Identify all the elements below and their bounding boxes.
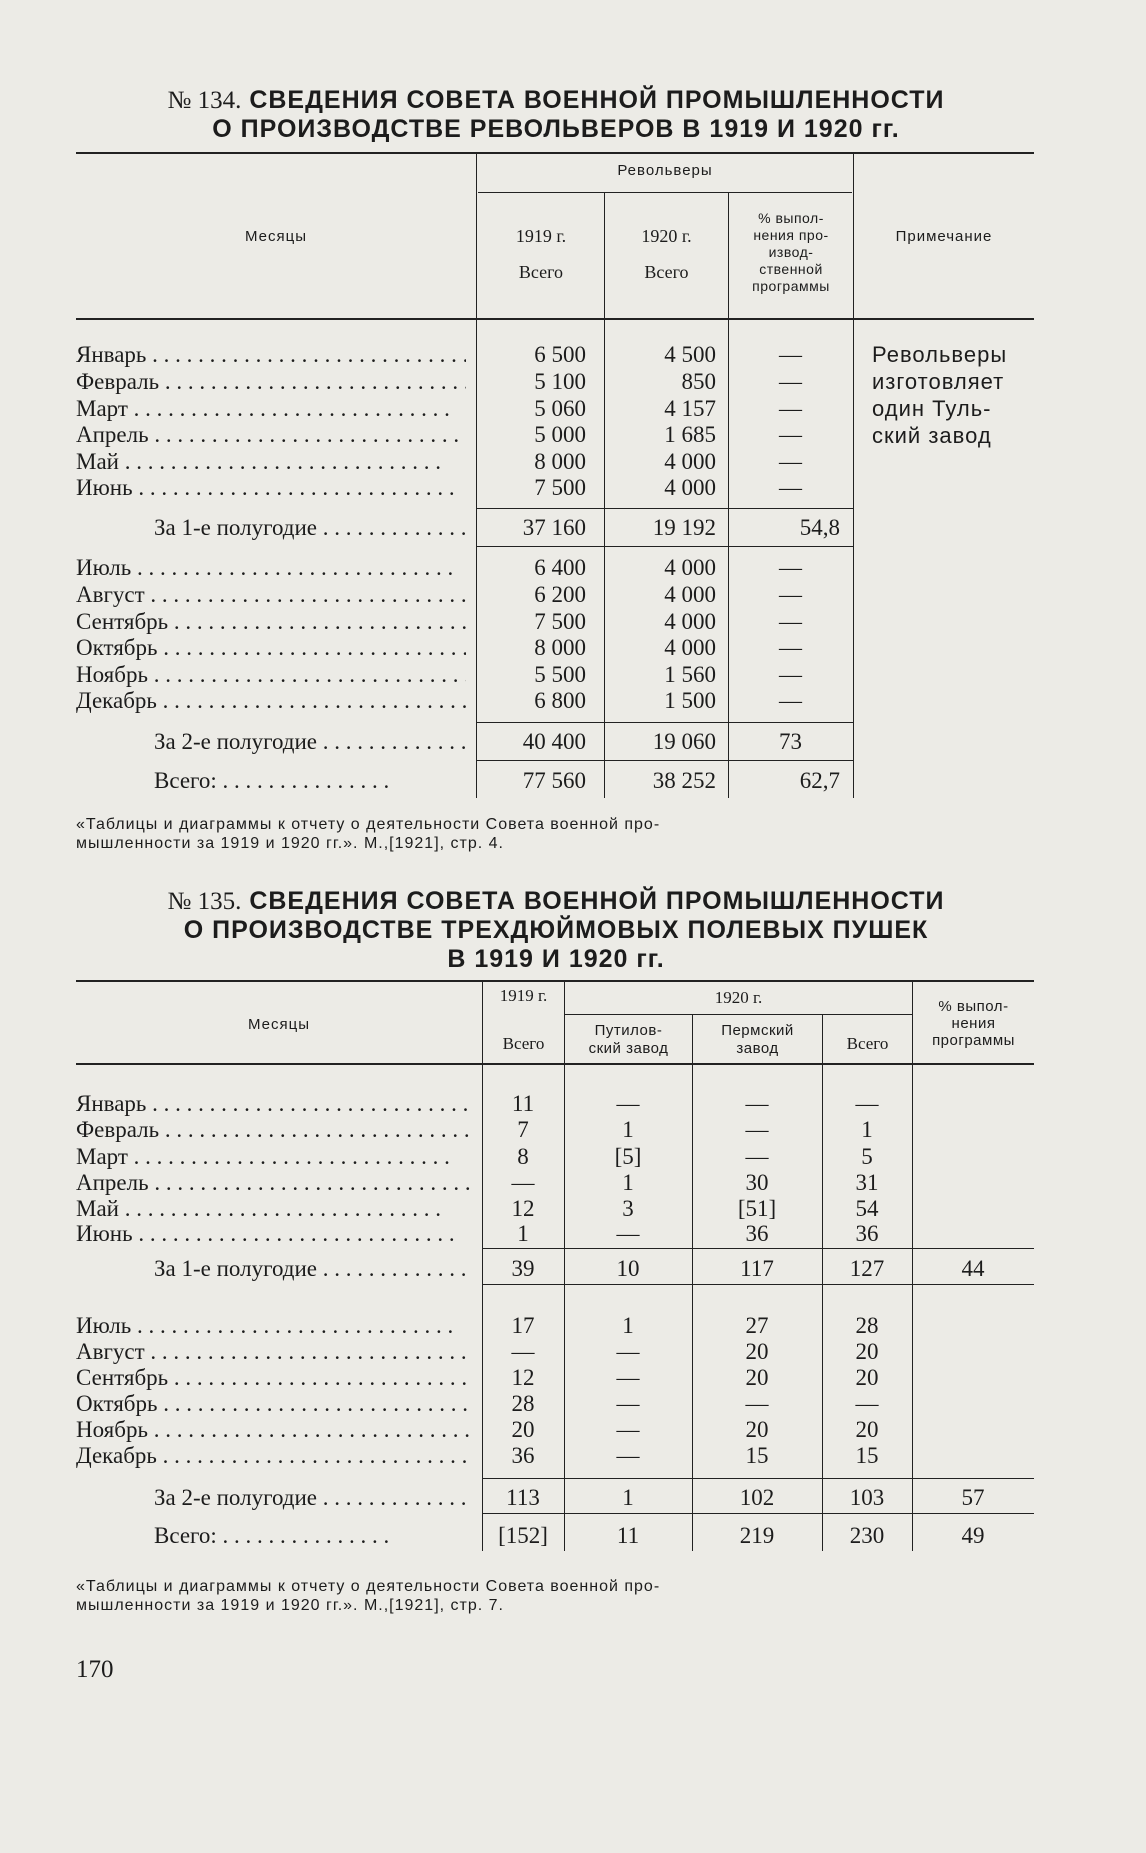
total-total: 230	[849, 1523, 885, 1548]
subtotal-pct: 57	[961, 1485, 985, 1510]
row-putilov: —	[616, 1091, 640, 1116]
subtotal-label: За 1-е полугодие . . .	[154, 514, 466, 542]
doc134-header-1920: 1920 г.	[641, 226, 692, 246]
row-putilov: —	[616, 1365, 640, 1390]
doc134-header-1919-sub: Всего	[518, 262, 564, 282]
doc135-title-line1: СВЕДЕНИЯ СОВЕТА ВОЕННОЙ ПРОМЫШЛЕННОСТИ	[249, 887, 945, 915]
doc135-header-pct-3: программы	[932, 1032, 1015, 1049]
doc135-header-1920: 1920 г.	[714, 988, 763, 1007]
subtotal-1919: 37 160	[522, 515, 586, 540]
row-1919: —	[511, 1170, 535, 1195]
row-total: 20	[855, 1365, 879, 1390]
doc135-header-1919-sub: Всего	[502, 1034, 545, 1053]
row-1919: 6 800	[534, 688, 586, 713]
row-1919: 20	[511, 1417, 535, 1442]
row-perm: 30	[745, 1170, 769, 1195]
doc135-title	[76, 887, 1036, 974]
row-1919: 7 500	[534, 609, 586, 634]
doc135-title-line2: О ПРОИЗВОДСТВЕ ТРЕХДЮЙМОВЫХ ПОЛЕВЫХ ПУШЕК	[183, 916, 929, 944]
doc134-number: № 134.	[167, 87, 242, 114]
row-putilov: —	[616, 1443, 640, 1468]
doc135-header-months: Месяцы	[247, 1016, 310, 1033]
row-month: Май . . .	[76, 448, 466, 476]
doc134-title-line2: О ПРОИЗВОДСТВЕ РЕВОЛЬВЕРОВ В 1919 И 1920 гг.	[212, 115, 900, 143]
doc134-source	[76, 815, 896, 853]
row-month: Сентябрь . . .	[76, 608, 466, 636]
row-pct: —	[779, 342, 802, 367]
doc135-header-perm	[693, 1022, 822, 1058]
doc135-source-line2: мышленности за 1919 и 1920 гг.». М.,[1921], стр. 7.	[76, 1597, 504, 1614]
row-month: Март . . .	[76, 395, 466, 423]
total-pct: 49	[961, 1523, 985, 1548]
row-perm: —	[745, 1091, 769, 1116]
row-putilov: 1	[622, 1313, 634, 1338]
doc135-header-putilov-2: ский завод	[588, 1040, 669, 1057]
row-pct: —	[779, 449, 802, 474]
row-month: Февраль . . .	[76, 368, 466, 396]
row-putilov: —	[616, 1339, 640, 1364]
doc135-header-total: Всего	[846, 1034, 889, 1053]
row-1920: 4 000	[664, 609, 716, 634]
row-month: Октябрь . . .	[76, 1390, 471, 1418]
subtotal-label: За 2-е полугодие . . .	[154, 728, 466, 756]
doc135-header-1919: 1919 г.	[499, 986, 548, 1005]
row-1919: 6 500	[534, 342, 586, 367]
row-pct: —	[779, 555, 802, 580]
subtotal-1919: 113	[506, 1485, 540, 1510]
doc135-number: № 135.	[167, 888, 242, 915]
row-pct: —	[779, 475, 802, 500]
subtotal-putilov: 10	[616, 1256, 640, 1281]
row-pct: —	[779, 609, 802, 634]
total-putilov: 11	[616, 1523, 640, 1548]
row-total: 15	[855, 1443, 879, 1468]
doc134-header-months: Месяцы	[244, 228, 307, 245]
row-month: Ноябрь . . .	[76, 1416, 471, 1444]
row-putilov: —	[616, 1391, 640, 1416]
row-1920: 4 000	[664, 582, 716, 607]
row-total: 36	[855, 1221, 879, 1246]
row-1919: 28	[511, 1391, 535, 1416]
row-month: Август . . .	[76, 1338, 471, 1366]
total-1920: 38 252	[652, 768, 716, 793]
row-1919: 1	[517, 1221, 529, 1246]
doc135-header-pct	[913, 998, 1034, 1049]
total-1919: 77 560	[522, 768, 586, 793]
row-1919: 8 000	[534, 635, 586, 660]
doc134-header-pct-5: программы	[752, 278, 830, 294]
subtotal-total: 103	[849, 1485, 885, 1510]
row-month: Июнь . . .	[76, 474, 466, 502]
note-line: ский завод	[872, 423, 992, 448]
doc134-header-pct-4: ственной	[759, 261, 823, 277]
total-label: Всего: . . .	[154, 767, 466, 795]
doc134-header-pct	[729, 210, 853, 295]
row-1919: 5 100	[534, 369, 586, 394]
row-month: Декабрь . . .	[76, 1442, 471, 1470]
row-1919: 36	[511, 1443, 535, 1468]
row-1919: 7	[517, 1117, 529, 1142]
row-pct: —	[779, 635, 802, 660]
row-1919: 17	[511, 1313, 535, 1338]
doc134-header-1920-sub: Всего	[644, 262, 689, 282]
row-month: Январь . . .	[76, 341, 466, 369]
doc134-header-pct-2: нения про-	[753, 227, 829, 243]
row-total: 5	[861, 1144, 873, 1169]
row-perm: 20	[745, 1339, 769, 1364]
row-1919: 5 060	[534, 396, 586, 421]
subtotal-1919: 39	[511, 1256, 535, 1281]
row-putilov: [5]	[614, 1144, 642, 1169]
row-1920: 1 685	[664, 422, 716, 447]
row-pct: —	[779, 582, 802, 607]
total-pct: 62,7	[799, 768, 840, 793]
row-total: 20	[855, 1339, 879, 1364]
doc135-header-putilov-1: Путилов-	[594, 1022, 663, 1039]
row-1919: 6 400	[534, 555, 586, 580]
row-1920: 4 500	[664, 342, 716, 367]
note-line: изготовляет	[872, 369, 1005, 394]
row-total: 31	[855, 1170, 879, 1195]
total-label: Всего: . . .	[154, 1522, 472, 1550]
subtotal-pct: 73	[779, 729, 802, 754]
doc134-source-line1: «Таблицы и диаграммы к отчету о деятельности Совета военной про-	[76, 816, 661, 833]
row-month: Ноябрь . . .	[76, 661, 466, 689]
doc135-header-perm-2: завод	[736, 1040, 779, 1057]
row-1919: 5 000	[534, 422, 586, 447]
row-month: Февраль . . .	[76, 1116, 471, 1144]
row-1919: 8 000	[534, 449, 586, 474]
row-perm: —	[745, 1391, 769, 1416]
row-total: —	[855, 1091, 879, 1116]
doc134-note	[872, 341, 1042, 449]
row-perm: 36	[745, 1221, 769, 1246]
subtotal-putilov: 1	[622, 1485, 634, 1510]
row-month: Декабрь . . .	[76, 687, 466, 715]
doc134-title-line1: СВЕДЕНИЯ СОВЕТА ВОЕННОЙ ПРОМЫШЛЕННОСТИ	[249, 86, 945, 114]
row-total: 54	[855, 1196, 879, 1221]
row-1920: 1 500	[664, 688, 716, 713]
row-1920: 4 157	[664, 396, 716, 421]
total-1919: [152]	[498, 1523, 548, 1548]
doc134-header-1919: 1919 г.	[515, 226, 567, 246]
doc134-header-pct-1: % выпол-	[758, 210, 824, 226]
doc135-title-line3: В 1919 И 1920 гг.	[447, 945, 665, 973]
row-perm: 20	[745, 1417, 769, 1442]
row-month: Октябрь . . .	[76, 634, 466, 662]
subtotal-label: За 2-е полугодие . . .	[154, 1484, 472, 1512]
row-1919: 8	[517, 1144, 529, 1169]
row-putilov: —	[616, 1221, 640, 1246]
row-putilov: 3	[622, 1196, 634, 1221]
note-line: Револьверы	[872, 342, 1008, 367]
row-month: Январь . . .	[76, 1090, 471, 1118]
row-1919: 6 200	[534, 582, 586, 607]
row-putilov: —	[616, 1417, 640, 1442]
row-putilov: 1	[622, 1170, 634, 1195]
subtotal-perm: 117	[740, 1256, 774, 1281]
subtotal-1920: 19 192	[652, 515, 716, 540]
row-total: 28	[855, 1313, 879, 1338]
row-month: Июль . . .	[76, 554, 466, 582]
doc134-header-note: Примечание	[895, 228, 993, 245]
row-month: Июнь . . .	[76, 1220, 471, 1248]
row-month: Март . . .	[76, 1143, 471, 1171]
row-month: Апрель . . .	[76, 1169, 471, 1197]
row-month: Август . . .	[76, 581, 466, 609]
row-1920: 4 000	[664, 555, 716, 580]
subtotal-perm: 102	[739, 1485, 775, 1510]
row-pct: —	[779, 422, 802, 447]
row-total: 20	[855, 1417, 879, 1442]
row-putilov: 1	[622, 1117, 634, 1142]
doc134-header-pct-3: извод-	[768, 244, 814, 260]
row-month: Сентябрь . . .	[76, 1364, 471, 1392]
row-perm: 27	[745, 1313, 769, 1338]
row-month: Май . . .	[76, 1195, 471, 1223]
subtotal-1920: 19 060	[652, 729, 716, 754]
row-pct: —	[779, 662, 802, 687]
subtotal-total: 127	[849, 1256, 885, 1281]
doc135-header-putilov	[565, 1022, 692, 1058]
doc135-source	[76, 1577, 896, 1615]
row-perm: 20	[745, 1365, 769, 1390]
row-1920: 4 000	[664, 449, 716, 474]
row-1919: 12	[511, 1365, 535, 1390]
row-1919: 11	[511, 1091, 535, 1116]
row-1919: 7 500	[534, 475, 586, 500]
row-perm: [51]	[737, 1196, 777, 1221]
row-perm: —	[745, 1144, 769, 1169]
row-perm: —	[745, 1117, 769, 1142]
row-total: —	[855, 1391, 879, 1416]
page-number: 170	[76, 1656, 114, 1683]
doc134-title	[76, 86, 1036, 144]
subtotal-label: За 1-е полугодие . . .	[154, 1255, 472, 1283]
subtotal-pct: 54,8	[799, 515, 840, 540]
doc135-header-pct-1: % выпол-	[938, 998, 1009, 1015]
row-1919: —	[511, 1339, 535, 1364]
row-pct: —	[779, 396, 802, 421]
row-total: 1	[861, 1117, 873, 1142]
note-line: один Туль-	[872, 396, 992, 421]
row-perm: 15	[745, 1443, 769, 1468]
doc134-source-line2: мышленности за 1919 и 1920 гг.». М.,[1921], стр. 4.	[76, 835, 504, 852]
row-1919: 12	[511, 1196, 535, 1221]
row-1920: 4 000	[664, 475, 716, 500]
subtotal-pct: 44	[961, 1256, 985, 1281]
row-month: Апрель . . .	[76, 421, 466, 449]
row-1919: 5 500	[534, 662, 586, 687]
doc135-header-perm-1: Пермский	[721, 1022, 794, 1039]
doc135-header-pct-2: нения	[951, 1015, 996, 1032]
row-pct: —	[779, 369, 802, 394]
row-pct: —	[779, 688, 802, 713]
doc134-header-group: Револьверы	[617, 162, 713, 179]
row-1920: 850	[681, 369, 716, 394]
doc135-source-line1: «Таблицы и диаграммы к отчету о деятельности Совета военной про-	[76, 1578, 661, 1595]
row-month: Июль . . .	[76, 1312, 471, 1340]
row-1920: 1 560	[664, 662, 716, 687]
row-1920: 4 000	[664, 635, 716, 660]
total-perm: 219	[739, 1523, 775, 1548]
subtotal-1919: 40 400	[522, 729, 586, 754]
